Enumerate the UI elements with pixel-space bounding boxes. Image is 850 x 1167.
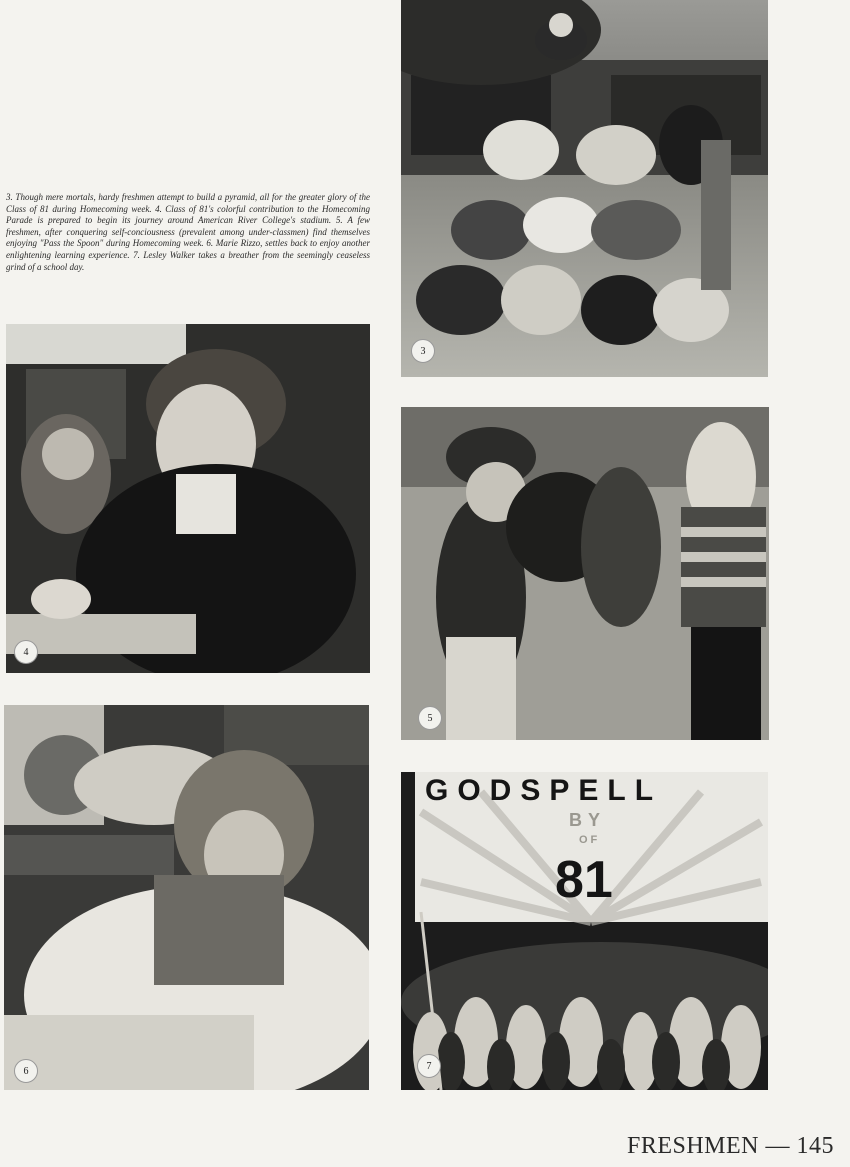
photo-pyramid <box>401 0 768 377</box>
photo-godspell-banner <box>401 772 768 1090</box>
banner-title: GODSPELL <box>425 774 663 807</box>
photo-pass-the-spoon-image <box>401 407 769 740</box>
banner-byline: BY <box>569 810 607 830</box>
photo-student-writing-image <box>4 705 369 1090</box>
page-footer: FRESHMEN — 145 <box>626 1133 834 1159</box>
photo-student-writing <box>4 705 369 1090</box>
photo-pyramid-image <box>401 0 768 377</box>
photo-pass-the-spoon <box>401 407 769 740</box>
photo-caption: 3. Though mere mortals, hardy freshmen attempt to build a pyramid, all for the greater glory of the Class of 81 during Homecoming week. 4. Class of 81's colorful contribution to the Homecoming Parade is prepared to begin its journey around American River College's stadium. 5. A few freshmen, after conquering self-conciousness (prevalent among under-classmen) find themselves enjoying "Pass the Spoon" during Homecoming week. 6. Marie Rizzo, settles back to enjoy another enlightening learning experience. 7. Lesley Walker takes a breather from the seemingly ceaseless grind of a school day. <box>6 192 370 272</box>
photo-girl-desk <box>6 324 370 673</box>
photo-number-badge: 3 <box>411 339 435 363</box>
photo-number-badge: 7 <box>417 1054 441 1078</box>
photo-number-badge: 6 <box>14 1059 38 1083</box>
photo-girl-desk-image <box>6 324 370 673</box>
photo-number-badge: 4 <box>14 640 38 664</box>
banner-class-year: 81 <box>555 851 613 909</box>
banner-of: OF <box>579 834 601 846</box>
photo-number-badge: 5 <box>418 706 442 730</box>
